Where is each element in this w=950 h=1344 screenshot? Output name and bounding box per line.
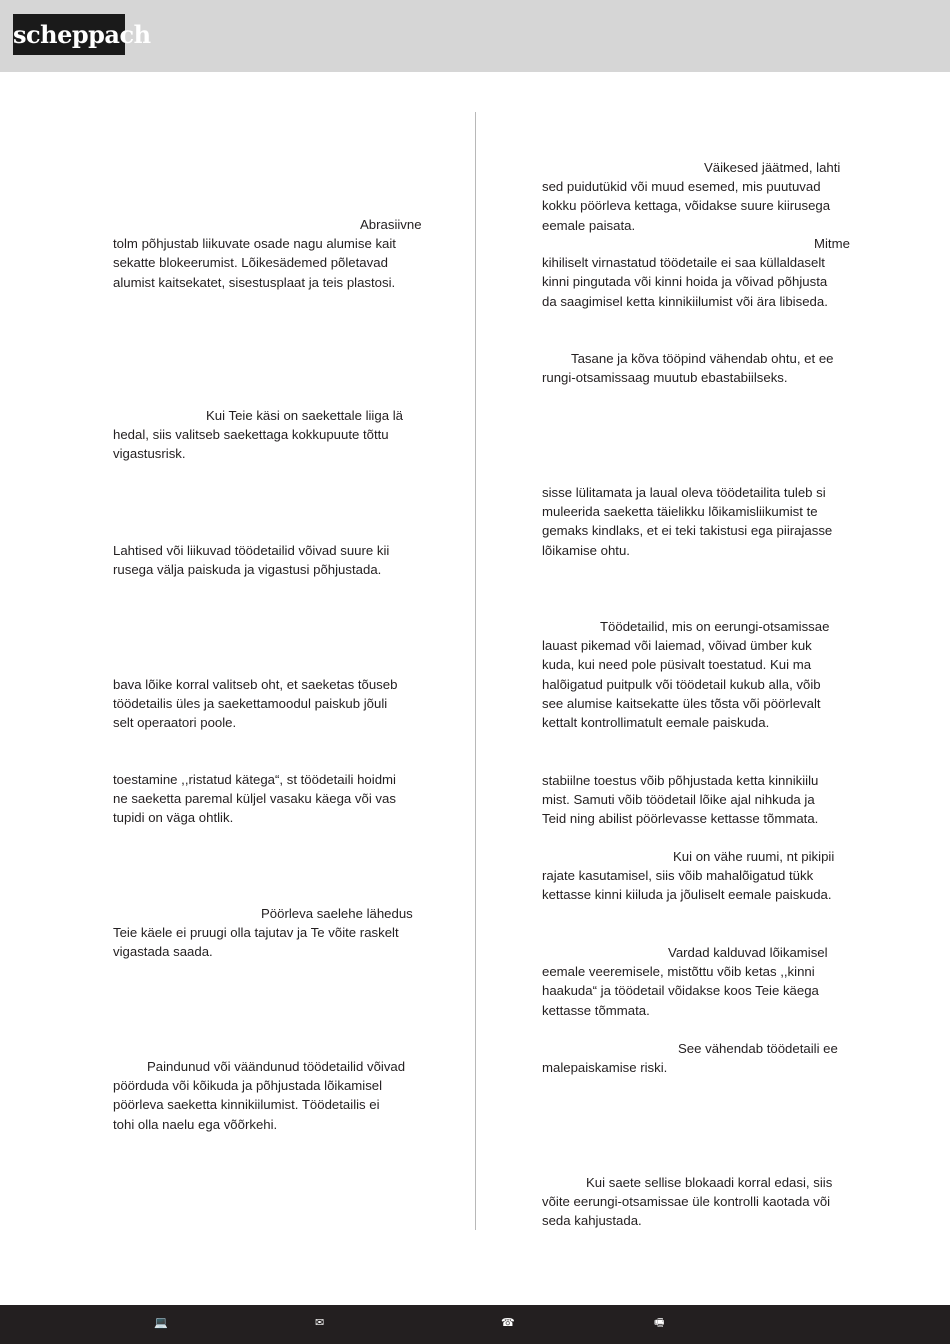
text-line: Pöörleva saelehe lähedus	[261, 906, 413, 921]
text-line: pöörduda või kõikuda ja põhjustada lõikamisel	[113, 1078, 383, 1094]
text-line: sekatte blokeerumist. Lõikesädemed põletavad	[113, 255, 388, 271]
text-line: Tasane ja kõva tööpind vähendab ohtu, et ee	[571, 351, 834, 366]
text-line: Kui saete sellise blokaadi korral edasi, siis	[586, 1175, 833, 1190]
paragraph-l2	[113, 406, 431, 464]
text-line: Kui on vähe ruumi, nt pikipii	[673, 849, 835, 864]
text-line: kuda, kui need pole püsivalt toestatud. Kui ma	[542, 657, 812, 673]
text-line: Kui Teie käsi on saekettale liiga lä	[206, 408, 403, 423]
text-line: kinni pingutada või kinni hoida ja võivad põhjusta	[542, 274, 828, 290]
text-line: muleerida saeketta täielikku lõikamisliikumist te	[542, 504, 818, 520]
text-line: seda kahjustada.	[542, 1213, 642, 1229]
paragraph-l3	[113, 541, 431, 579]
text-line: mist. Samuti võib töödetail lõike ajal nihkuda ja	[542, 792, 815, 808]
fax-icon: 🖷	[654, 1317, 665, 1329]
text-line: Teid ning abilist pöörlevasse kettasse tõmmata.	[542, 811, 819, 827]
text-line: haakuda“ ja töödetail võidakse koos Teie käega	[542, 983, 819, 999]
text-line: kihiliselt virnastatud töödetaile ei saa küllaldaselt	[542, 255, 825, 271]
paragraph-r3	[542, 349, 860, 387]
text-line: stabiilne toestus võib põhjustada ketta kinnikiilu	[542, 773, 819, 788]
text-line: selt operaatori poole.	[113, 715, 237, 731]
text-line: pöörleva saeketta kinnikiilumist. Töödetailis ei	[113, 1097, 380, 1113]
text-line: tohi olla naelu ega võõrkehi.	[113, 1116, 278, 1132]
paragraph-l7	[113, 1057, 431, 1134]
page-header	[0, 0, 950, 72]
text-line: see alumise kaitsekatte üles tõsta või pöörlevalt	[542, 695, 821, 711]
text-line: ne saeketta paremal küljel vasaku käega või vas	[113, 791, 396, 807]
text-line: Lahtised või liikuvad töödetailid võivad suure kii	[113, 543, 390, 558]
text-line: malepaiskamise riski.	[542, 1060, 668, 1076]
text-line: da saagimisel ketta kinnikiilumist või ära libiseda.	[542, 293, 828, 309]
text-line: sisse lülitamata ja laual oleva töödetailita tuleb si	[542, 485, 826, 500]
paragraph-r2	[542, 234, 860, 311]
text-line: toestamine ,,ristatud kätega“, st töödetaili hoidmi	[113, 772, 396, 787]
text-line: rusega välja paiskuda ja vigastusi põhjustada.	[113, 562, 382, 578]
paragraph-r10	[542, 1173, 860, 1231]
paragraph-r1	[542, 158, 860, 235]
text-line: töödetailis üles ja saekettamoodul paiskub jõuli	[113, 696, 388, 712]
page-footer	[0, 1305, 950, 1344]
text-line: kettasse tõmmata.	[542, 1002, 650, 1018]
paragraph-r4	[542, 483, 860, 560]
text-line: vigastada saada.	[113, 944, 213, 960]
text-line: Mitme	[814, 236, 850, 251]
text-line: bava lõike korral valitseb oht, et saeketas tõuseb	[113, 677, 398, 692]
text-line: alumist kaitsekatet, sisestusplaat ja teis plastosi.	[113, 274, 396, 290]
text-line: tupidi on väga ohtlik.	[113, 810, 234, 826]
text-line: vigastusrisk.	[113, 446, 186, 462]
column-divider	[475, 112, 476, 1230]
scheppach-logo: scheppach	[13, 14, 125, 55]
text-line: Väikesed jäätmed, lahti	[704, 160, 841, 175]
laptop-icon: 💻	[154, 1317, 168, 1329]
text-line: Vardad kalduvad lõikamisel	[668, 945, 828, 960]
text-line: Teie käele ei pruugi olla tajutav ja Te võite raskelt	[113, 925, 399, 941]
text-line: rajate kasutamisel, siis võib mahalõigatud tükk	[542, 868, 814, 884]
text-line: Töödetailid, mis on eerungi-otsamissae	[600, 619, 830, 634]
email-icon: ✉	[315, 1317, 325, 1329]
text-line: Paindunud või väändunud töödetailid võivad	[147, 1059, 406, 1074]
paragraph-l6	[113, 904, 431, 962]
text-line: lauast pikemad või laiemad, võivad ümber kuk	[542, 638, 812, 654]
paragraph-l1	[113, 215, 431, 292]
text-line: kokku pöörleva kettaga, võidakse suure kiirusega	[542, 198, 831, 214]
paragraph-r6	[542, 771, 860, 829]
text-line: gemaks kindlaks, et ei teki takistusi ega piirajasse	[542, 523, 833, 539]
paragraph-l5	[113, 770, 431, 828]
paragraph-r9	[542, 1039, 860, 1077]
paragraph-l4	[113, 675, 431, 733]
text-line: halõigatud puitpulk või töödetail kukub alla, võib	[542, 676, 821, 692]
text-line: kettasse kinni kiiluda ja jõuliselt eemale paiskuda.	[542, 887, 832, 903]
text-line: võite eerungi-otsamissae üle kontrolli kaotada või	[542, 1194, 831, 1210]
text-line: See vähendab töödetaili ee	[678, 1041, 838, 1056]
paragraph-r7	[542, 847, 860, 905]
text-line: rungi-otsamissaag muutub ebastabiilseks.	[542, 370, 788, 386]
text-line: eemale paisata.	[542, 217, 636, 233]
phone-icon: ☎	[501, 1317, 515, 1329]
text-line: tolm põhjustab liikuvate osade nagu alumise kait	[113, 236, 396, 252]
text-line: eemale veeremisele, mistõttu võib ketas ,,kinni	[542, 964, 815, 980]
text-line: hedal, siis valitseb saekettaga kokkupuute tõttu	[113, 427, 389, 443]
paragraph-r5	[542, 617, 860, 732]
paragraph-r8	[542, 943, 860, 1020]
text-line: kettalt kontrollimatult eemale paiskuda.	[542, 715, 770, 731]
text-line: lõikamise ohtu.	[542, 542, 630, 558]
text-line: sed puidutükid või muud esemed, mis puutuvad	[542, 179, 821, 195]
text-line: Abrasiivne	[360, 217, 422, 232]
